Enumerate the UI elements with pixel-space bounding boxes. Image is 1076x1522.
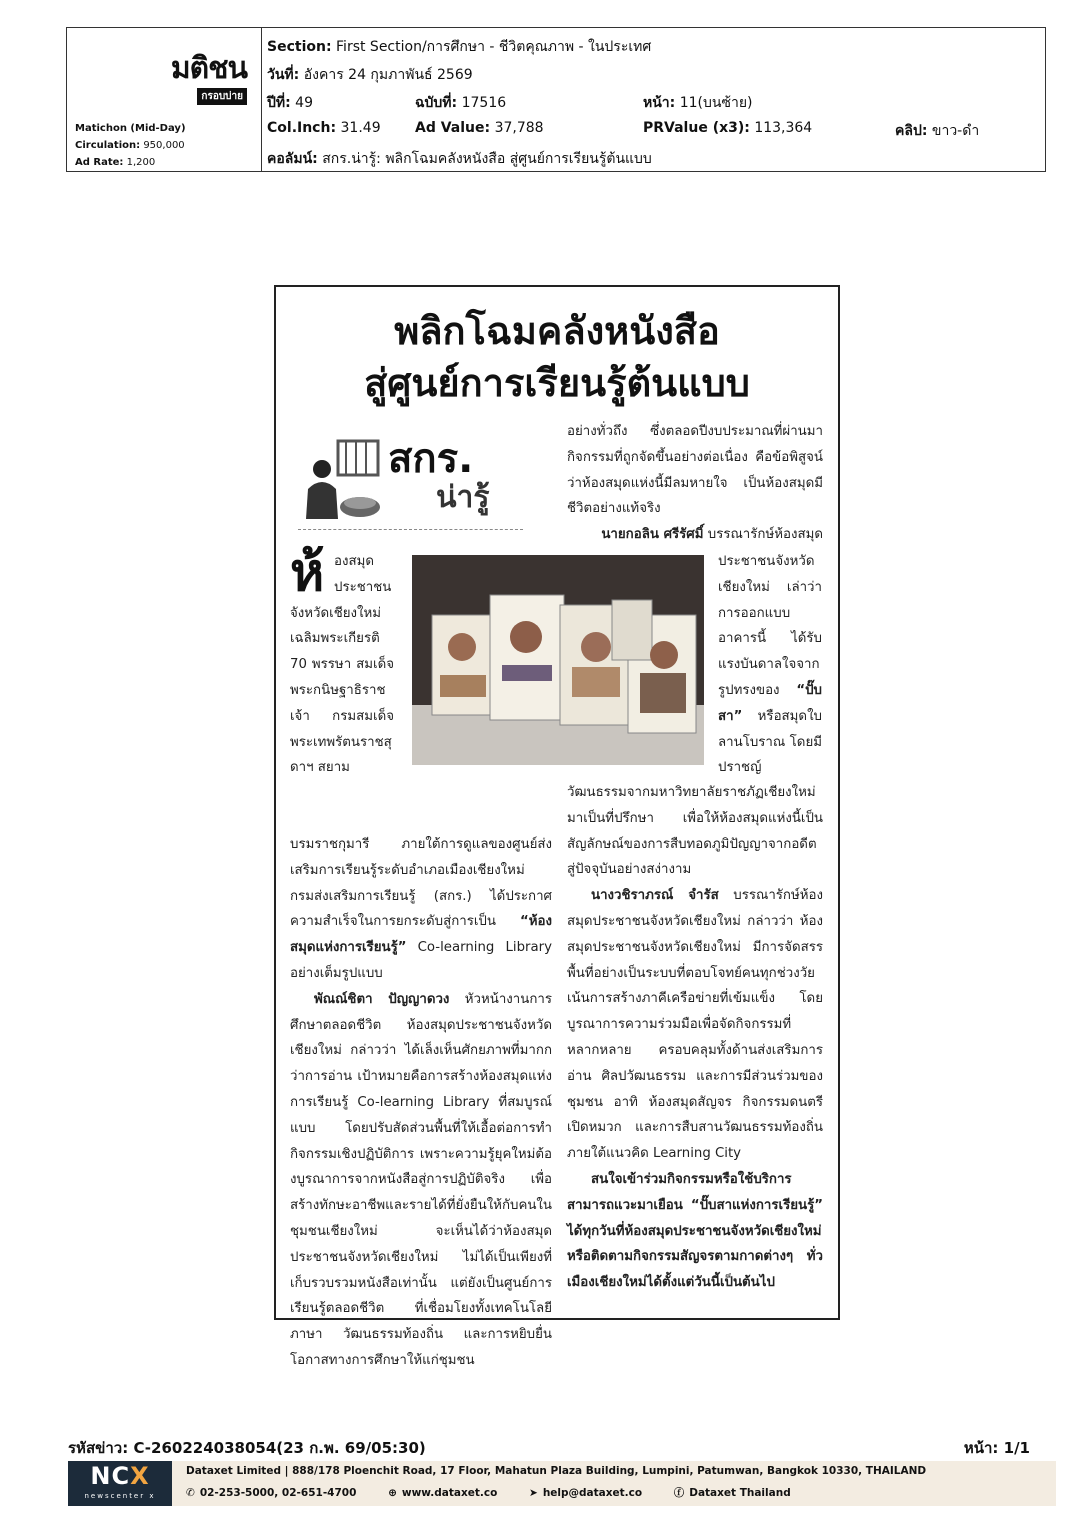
right-p2-role: บรรณารักษ์ห้องสมุด: [707, 527, 823, 543]
section-label: Section:: [267, 39, 332, 55]
facebook-icon: ⓕ: [673, 1487, 685, 1499]
right-paragraph-2-lead: [567, 522, 823, 548]
adrate-value: 1,200: [126, 157, 156, 168]
column-value: สกร.น่ารู้: พลิกโฉมคลังหนังสือ สู่ศูนย์การเรียนรู้ต้นแบบ: [322, 151, 652, 167]
company-name: Dataxet Limited: [186, 1465, 281, 1477]
send-icon: ➤: [529, 1487, 538, 1499]
colinch-label: Col.Inch:: [267, 120, 337, 136]
drop-cap: ห้: [290, 542, 325, 603]
section-row: [267, 36, 651, 58]
issue-label: ฉบับที่:: [415, 95, 458, 111]
column-logo-title: สกร.: [388, 436, 474, 482]
prvalue-value: 113,364: [754, 120, 813, 136]
column-row: [267, 148, 652, 170]
company-address-line: Dataxet Limited | 888/178 Ploenchit Road, 17 Floor, Mahatun Plaza Building, Lumpini, Patumwan, Bangkok 10330, THAILAND: [186, 1465, 927, 1477]
books-photo-illustration: [412, 555, 704, 765]
ncx-logo-a: NC: [90, 1462, 131, 1490]
facebook-text: Dataxet Thailand: [689, 1487, 791, 1499]
issue-row: [415, 92, 506, 114]
left-paragraph-1: [290, 832, 552, 987]
publication-logo: [119, 51, 259, 102]
headline-line-2: สู่ศูนย์การเรียนรู้ต้นแบบ: [364, 360, 750, 405]
clip-value: ขาว-ดำ: [931, 123, 980, 139]
right-paragraph-4: [567, 1167, 823, 1296]
phone-text: 02-253-5000, 02-651-4700: [199, 1487, 357, 1499]
email-contact[interactable]: [529, 1487, 642, 1499]
right-column-body: [567, 780, 823, 1296]
column-logo: [298, 437, 528, 529]
article-clipping: [274, 285, 840, 1368]
colinch-row: [267, 120, 381, 136]
right-paragraph-3: [567, 883, 823, 1167]
column-logo-illustration: [298, 437, 382, 527]
colinch-value: 31.49: [340, 120, 381, 136]
column-label: คอลัมน์:: [267, 151, 318, 167]
date-value: อังคาร 24 กุมภาพันธ์ 2569: [303, 67, 473, 83]
left-p2-body: หัวหน้างานการศึกษาตลอดชีวิต ห้องสมุดประชาชนจังหวัดเชียงใหม่ กล่าวว่า ได้เล็งเห็นศักยภาพที่มากกว่าการอ่าน เป้าหมายคือการสร้างห้องสมุดแห่งการเรียนรู้ Co-learning Library ที่สมบูรณ์แบบ โดยปรับสัดส่วนพื้นที่ให้เอื้อต่อการทำกิจกรรมเชิงปฏิบัติการ เพราะความรู้ยุคใหม่ต้องบูรณาการจากหนังสือสู่การปฏิบัติจริง เพื่อสร้างทักษะอาชีพและรายได้ที่ยั่งยืนให้กับคนในชุมชนเชียงใหม่ จะเห็นได้ว่าห้องสมุดประชาชนจังหวัดเชียงใหม่ ไม่ได้เป็นเพียงที่เก็บรวบรวมหนังสือเท่านั้น แต่ยังเป็นศูนย์การเรียนรู้ตลอดชีวิต ที่เชื่อมโยงทั้งเทคโนโลยี ภาษา วัฒนธรรมท้องถิ่น และการหยิบยื่นโอกาสทางการศึกษาให้แก่ชุมชน: [290, 991, 553, 1368]
publication-name: Matichon (Mid-Day): [75, 123, 186, 134]
left-p1-body: บรมราชกุมารี ภายใต้การดูแลของศูนย์ส่งเสริมการเรียนรู้ระดับอำเภอเมืองเชียงใหม่ กรมส่งเสริมการเรียนรู้ (สกร.) ได้ประกาศความสำเร็จในการยกระดับสู่การเป็น: [290, 837, 552, 930]
globe-icon: ⊕: [388, 1487, 397, 1499]
ncx-logo-tagline: newscenter x: [84, 1492, 156, 1500]
news-code-value: C-260224038054(23 ก.พ. 69/05:30): [133, 1439, 426, 1457]
prvalue-row: [643, 120, 812, 136]
article-headline: [276, 305, 838, 409]
right-paragraph-1: อย่างทั่วถึง ซึ่งตลอดปีงบประมาณที่ผ่านมา กิจกรรมที่ถูกจัดขึ้นอย่างต่อเนื่อง คือข้อพิสูจน์ว่าห้องสมุดแห่งนี้มีลมหายใจ เป็นห้องสมุดมีชีวิตอย่างแท้จริง: [567, 424, 823, 517]
logo-edition: กรอบบ่าย: [197, 88, 247, 105]
advalue-row: [415, 120, 544, 136]
news-code-label: รหัสข่าว:: [68, 1439, 129, 1457]
lead-text-b: จังหวัดเชียงใหม่ เฉลิมพระเกียรติ 70 พรรษา สมเด็จพระกนิษฐาธิราชเจ้า กรมสมเด็จพระเทพรัตนราชสุดาฯ สยาม: [290, 605, 394, 776]
right-p3-body: บรรณารักษ์ห้องสมุดประชาชนจังหวัดเชียงใหม่ กล่าวว่า ห้องสมุดประชาชนจังหวัดเชียงใหม่ มีการจัดสรรพื้นที่อย่างเป็นระบบที่ตอบโจทย์คนทุกช่วงวัย เน้นการสร้างภาคีเครือข่ายที่เข้มแข็ง โดยบูรณาการความร่วมมือเพื่อจัดกิจกรรมที่หลากหลาย ครอบคลุมทั้งด้านส่งเสริมการอ่าน ศิลปวัฒนธรรม และการมีส่วนร่วมของชุมชน อาทิ ห้องสมุดสัญจร กิจกรรมดนตรีเปิดหมวก และการสืบสานวัฒนธรรมท้องถิ่น ภายใต้แนวคิด Learning City: [567, 888, 823, 1162]
right-p3-person: นางวชิราภรณ์ จำรัส: [591, 888, 719, 904]
issue-value: 17516: [461, 95, 507, 111]
phone-contact[interactable]: [186, 1487, 356, 1499]
clip-row: [895, 120, 979, 142]
page-label: หน้า:: [643, 95, 676, 111]
page-value: 11(บนซ้าย): [679, 95, 753, 111]
logo-text: มติชน: [170, 51, 247, 86]
right-p2-body-b: ประชาชนจังหวัดเชียงใหม่ เล่าว่า การออกแบบอาคารนี้ ได้รับแรงบันดาลใจจากรูปทรงของ: [718, 554, 822, 698]
circulation-label: Circulation:: [75, 140, 141, 151]
date-label: วันที่:: [267, 67, 300, 83]
advalue-value: 37,788: [494, 120, 544, 136]
lead-text-a: องสมุด ประชาชน: [334, 554, 392, 595]
right-p2-person: นายกอลิน ศรีรัศมิ์: [601, 527, 704, 543]
column-logo-divider: [298, 529, 523, 530]
date-row: [267, 64, 473, 86]
footer-bar: [68, 1461, 1056, 1506]
phone-icon: ✆: [186, 1487, 195, 1499]
publication-info: [75, 120, 186, 171]
right-column-top: [567, 419, 823, 548]
web-contact[interactable]: [388, 1487, 497, 1499]
right-p2-body-c: หรือสมุดใบลานโบราณ โดยมีปราชญ์: [718, 708, 822, 776]
left-column-body: [290, 832, 552, 1374]
left-beside-photo: [290, 549, 394, 781]
right-p2-bold-term: “ปั๊บสา”: [718, 682, 822, 724]
clip-label: คลิป:: [895, 123, 928, 139]
company-address: 888/178 Ploenchit Road, 17 Floor, Mahatun Plaza Building, Lumpini, Patumwan, Bangkok 10330, THAILAND: [292, 1465, 927, 1477]
year-label: ปีที่:: [267, 95, 291, 111]
left-p1-bold-term: “ห้องสมุดแห่งการเรียนรู้”: [290, 914, 552, 956]
news-code: [68, 1436, 426, 1460]
left-p1-tail: Co-learning Library อย่างเต็มรูปแบบ: [290, 940, 552, 981]
page-row: [643, 92, 752, 114]
headline-line-1: พลิกโฉมคลังหนังสือ: [394, 308, 720, 353]
right-p2-body-d: วัฒนธรรมจากมหาวิทยาลัยราชภัฏเชียงใหม่มาเป็นที่ปรึกษา เพื่อให้ห้องสมุดแห่งนี้เป็นสัญลักษณ์ของการสืบทอดภูมิปัญญาจากอดีตสู่ปัจจุบันอย่างสง่างาม: [567, 785, 823, 878]
right-p4-bold-body: สนใจเข้าร่วมกิจกรรมหรือใช้บริการ สามารถแวะมาเยือน “ปั๊บสาแห่งการเรียนรู้” ได้ทุกวันที่ห้องสมุดประชาชนจังหวัดเชียงใหม่ หรือติดตามกิจกรรมสัญจรตามกาดต่างๆ ทั่วเมืองเชียงใหม่ได้ตั้งแต่วันนี้เป็นต้นไป: [567, 1171, 823, 1291]
publication-panel: [67, 28, 262, 171]
prvalue-label: PRValue (x3):: [643, 120, 750, 136]
adrate-label: Ad Rate:: [75, 157, 124, 168]
right-beside-photo: [718, 549, 822, 781]
article-photo-books: [412, 555, 704, 765]
left-p2-person: พัณณ์ชิตา ปัญญาดวง: [314, 991, 450, 1007]
web-text: www.dataxet.co: [401, 1487, 498, 1499]
company-contacts: [186, 1485, 819, 1500]
left-paragraph-2: [290, 987, 552, 1374]
advalue-label: Ad Value:: [415, 120, 491, 136]
circulation-value: 950,000: [143, 140, 185, 151]
section-value: First Section/การศึกษา - ชีวิตคุณภาพ - ในประเทศ: [336, 39, 652, 55]
ncx-logo-b: X: [130, 1462, 150, 1490]
facebook-contact[interactable]: [674, 1487, 791, 1499]
email-text: help@dataxet.co: [542, 1487, 643, 1499]
page-count: หน้า: 1/1: [963, 1439, 1030, 1457]
year-value: 49: [295, 95, 313, 111]
column-logo-subtitle: น่ารู้: [436, 480, 490, 515]
year-row: [267, 92, 313, 114]
ncx-logo: [68, 1461, 172, 1506]
clipping-header: [66, 27, 1046, 172]
